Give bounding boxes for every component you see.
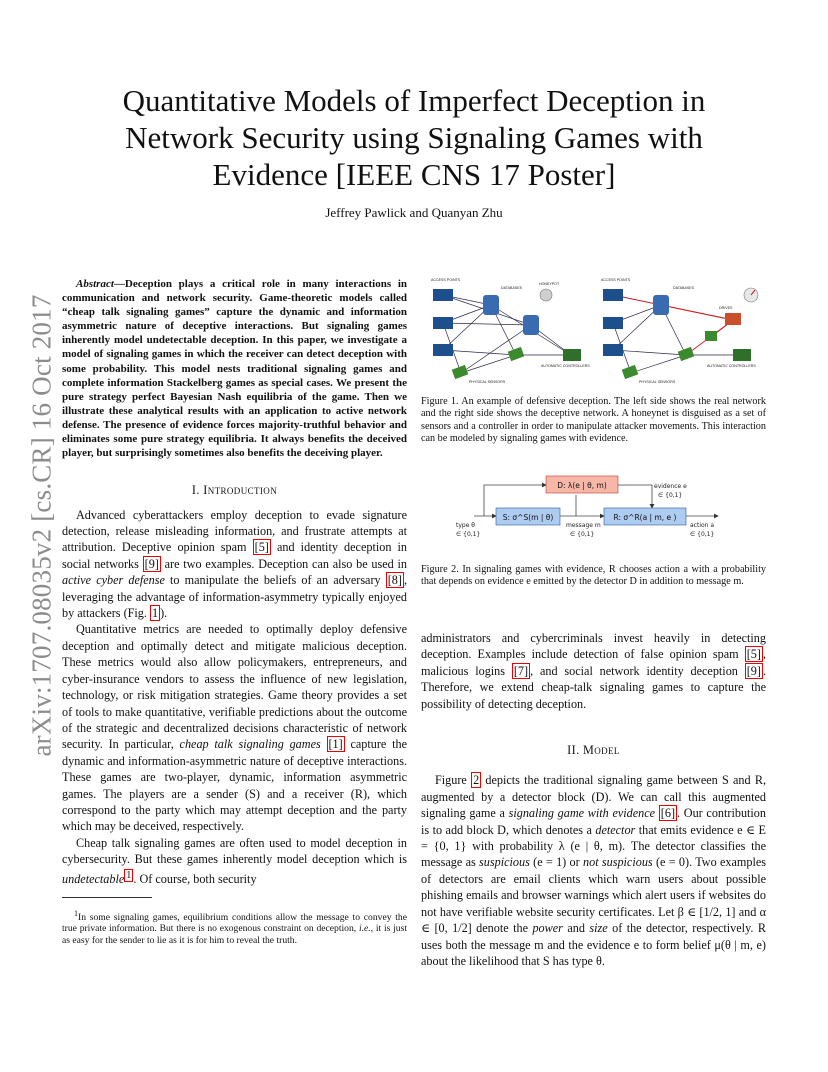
figure-link[interactable]: 2 <box>473 773 480 788</box>
type-set: ∈ {0,1} <box>456 531 481 538</box>
figure-2-block-diagram <box>456 470 736 540</box>
citation-link[interactable]: [9] <box>144 556 159 571</box>
controller-icon <box>733 349 751 361</box>
database-icon <box>483 295 499 315</box>
model-paragraph-1: Figure 2 depicts the traditional signaling game between S and R, augmented by a detector block (D). We can call this augmented signaling game a signaling game with evidence [6] . Our contribution is to add block D, which denotes a detector that emits evidence e ∈ E = {0, 1} with probability λ (e | θ, m). The detector classifies the message as suspicious (e = 1) or not suspicious (e = 0). Two examples of detectors are email clients which warn users about possible phishing emails and browser warnings which alert users if websites do not have verifiable website security certificates. Let β ∈ [1/2, 1] and α ∈ [0, 1/2] denote the power and size of the detector, respectively. R uses both the message m and the evidence e to form belief μ(θ | m, e) about the likelihood that S has type θ. <box>421 773 767 968</box>
type-label: type θ <box>456 522 475 529</box>
arxiv-identifier: arXiv:1707.08035v2 [cs.CR] 16 Oct 2017 <box>26 293 57 757</box>
computer-icon <box>433 289 453 301</box>
database-icon <box>653 295 669 315</box>
citation-link[interactable]: [7] <box>513 663 529 678</box>
computer-icon <box>603 344 623 356</box>
sensor-icon <box>705 331 717 341</box>
right-column <box>421 630 766 969</box>
figure-1-caption: Figure 1. An example of defensive deception. The left side shows the real network and the right side shows the deceptive network. A honeynet is disguised as a set of sensors and a controller in order to manipulate attacker movements. This interaction can be modeled by signaling games with evidence. <box>421 396 766 445</box>
intro-paragraph-3: Cheap talk signaling games are often used to model deception in cybersecurity. But these games inherently model deception which is undetectable $^1$ . Of course, both security <box>62 835 407 886</box>
figure-2-caption: Figure 2. In signaling games with evidence, R chooses action a with a probability that depends on evidence e emitted by the detector D in addition to message m. <box>421 564 766 588</box>
controller-icon <box>563 349 581 361</box>
intro-paragraph-1: Advanced cyberattackers employ deception to evade signature detection, release misleading information, and frustrate attempts at attribution. Deceptive opinion spam [5] and identity deception in social networks [9] are two examples. Deception can also be used in active cyber defense to manipulate the beliefs of an adversary [8] , leveraging the advantage of information-asymmetry typically enjoyed by attackers (Fig. 1 ). <box>62 507 407 621</box>
label-drives: DRIVES <box>719 306 733 310</box>
sensor-icon <box>678 347 695 361</box>
detector-label: D: λ(e | θ, m) <box>557 481 607 490</box>
real-network <box>443 295 571 373</box>
left-column <box>62 277 407 956</box>
figure-link[interactable]: 1 <box>152 606 159 621</box>
paper-authors: Jeffrey Pawlick and Quanyan Zhu <box>325 205 503 220</box>
honeynet-links <box>613 295 733 355</box>
label-honeypot: HONEYPOT <box>539 282 560 286</box>
computer-icon <box>433 344 453 356</box>
label-automatic-controllers: AUTOMATIC CONTROLLERS <box>707 364 756 368</box>
computer-icon <box>433 317 453 329</box>
citation-link[interactable]: [6] <box>660 806 676 821</box>
computer-icon <box>603 289 623 301</box>
footnote: $^1$In some signaling games, equilibrium conditions allow the message to convey the true private information. But there is no exogenous constraint on deception, i.e., it is just as easy for the sender to lie as it is for him to reveal the truth. <box>62 908 408 946</box>
label-access-points: ACCESS POINTS <box>431 278 461 282</box>
footnote-link[interactable]: 1 <box>126 869 132 881</box>
intro-paragraph-4: administrators and cybercriminals invest heavily in detecting deception. Examples include detection of false opinion spam [5] , malicious logins [7] , and social network identity deception [9] . Therefore, we extend cheap-talk signaling games to capture the possibility of detecting deception. <box>421 631 766 711</box>
sensor-icon <box>452 365 469 379</box>
computer-icon <box>603 317 623 329</box>
citation-link[interactable]: [5] <box>254 540 269 555</box>
label-databases: DATABASES <box>501 286 523 290</box>
drive-icon <box>725 313 741 325</box>
citation-link[interactable]: [8] <box>387 573 402 588</box>
label-automatic-controllers: AUTOMATIC CONTROLLERS <box>541 364 590 368</box>
citation-link[interactable]: [1] <box>328 737 343 752</box>
footnote-rule <box>62 897 152 898</box>
honeypot-icon <box>540 289 552 301</box>
evidence-set: ∈ {0,1} <box>658 492 683 499</box>
label-access-points: ACCESS POINTS <box>601 278 631 282</box>
evidence-label: evidence e <box>654 483 687 490</box>
message-set: ∈ {0,1} <box>570 531 595 538</box>
section-heading-introduction: I. Introduction <box>191 483 278 498</box>
section-heading-model: II. Model <box>567 743 620 758</box>
sender-label: S: σ^S(m | θ) <box>502 513 554 522</box>
label-physical-sensors: PHYSICAL SENSORS <box>639 380 676 384</box>
citation-link[interactable]: [9] <box>746 663 761 678</box>
receiver-label: R: σ^R(a | m, e ) <box>613 513 677 522</box>
paper-title: Quantitative Models of Imperfect Deception in Network Security using Signaling Games with Evidence [IEEE CNS 17 Poster] <box>122 83 706 192</box>
sensor-icon <box>508 347 525 361</box>
figure-1-network-diagram <box>421 275 766 387</box>
action-label: action a <box>690 522 715 529</box>
intro-paragraph-2: Quantitative metrics are needed to optimally deploy defensive deception and optimally detect and mitigate malicious deception. These metrics would also allow policymakers, entrepreneurs, and cyber-insurance vendors to assess the influence of new legislation, technology, or risk mitigation strategies. Game theory provides a set of tools to make quantitative, verifiable predictions about the outcome of the strategic and decentralized decisions characteristic of network security. In particular, cheap talk signaling games [1] capture the dynamic and information-asymmetric nature of deceptive interactions. These games are two-player, dynamic, information asymmetric games. The players are a sender (S) and a receiver (R), which correspond to the party which may attempt deception and the party which may be deceived, respectively. <box>62 622 407 834</box>
database-icon <box>523 315 539 335</box>
label-physical-sensors: PHYSICAL SENSORS <box>469 380 506 384</box>
action-set: ∈ {0,1} <box>690 531 715 538</box>
abstract: Abstract—Deception plays a critical role in many interactions in communication and network security. Game-theoretic models called “cheap talk signaling games” capture the dynamic and information asymmetric nature of deceptive interactions. But signaling games inherently model undetectable deception. In this paper, we investigate a model of signaling games in which the receiver can detect deception with some probability. This model nests traditional signaling games and complete information Stackelberg games as special cases. We present the pure strategy perfect Bayesian Nash equilibria of the game. Then we illustrate these analytical results with an application to active network defense. The presence of evidence forces majority-truthful behavior and eliminates some pure strategy equilibria. It always benefits the deceived player, but surprisingly sometimes also benefits the deceiving player. <box>62 278 407 460</box>
sensor-icon <box>622 365 639 379</box>
message-label: message m <box>566 522 601 529</box>
citation-link[interactable]: [5] <box>746 647 761 662</box>
label-databases: DATABASES <box>673 286 695 290</box>
